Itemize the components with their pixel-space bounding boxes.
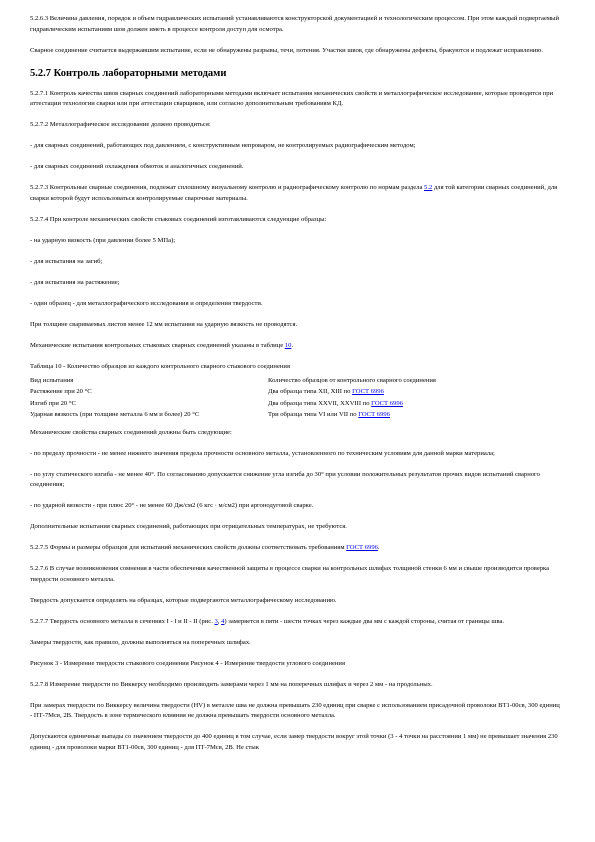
text: .	[291, 341, 294, 349]
table-cell	[268, 387, 558, 398]
list-item-cooling-joints: - для сварных соединений охлаждения обмоток и аналогичных соединений.	[30, 163, 244, 170]
gost-link[interactable]: ГОСТ 6996	[346, 544, 378, 552]
list-item-impact: - на ударную вязкость (при давлении более 5 МПа);	[30, 236, 176, 244]
paragraph-negative-temp: Дополнительные испытания сварных соединений, работающих при отрицательных температурах, не требуются.	[30, 523, 347, 531]
text: .	[377, 544, 380, 552]
list-item-bend-angle: - по углу статического изгиба - не менее 40°. По согласованию допускается снижение угла изгиба до 30° при условии положительных результатов прочих видов испытаний сварного соединения;	[30, 470, 540, 489]
paragraph-vickers: При замерах твердости по Виккерсу величина твердости (HV) в металле шва не должна превышать 230 единиц при сварке с использованием присадочной проволоки ВТ1-00св, 300 единиц - ПТ-7Мсв, 2В. Твердость в зоне термического влияния не должна превышать твердости основного металла.	[30, 701, 560, 720]
list-item-strength: - по пределу прочности - не менее нижнего значения предела прочности основного металла, установленного по техническим условиям для данной марки материала;	[30, 449, 495, 457]
gost-link[interactable]: ГОСТ 6996	[352, 388, 384, 396]
list-item-impact-value: - по ударной вязкости - при плюс 20° - не менее 60 Дж/см2 (6 кгс · м/см2) при аргонодуговой сварке.	[30, 502, 314, 510]
list-item-pressure-joints: - для сварных соединений, работающих под давлением, с конструктивным непроваром, не контролируемых радиографическим методом;	[30, 142, 416, 149]
text: Два образца типа XII, XIII по	[268, 388, 353, 396]
text: 5.2.7.3 Контрольные сварные соединения, подлежат сплошному визуальному контролю и радиографическому контролю по нормам раздела	[30, 184, 425, 191]
table-row	[30, 399, 558, 410]
text: Механические испытания контрольных стыковых сварных соединений указаны в таблице	[30, 341, 285, 349]
table-row	[30, 387, 558, 398]
table-cell: Растяжение при 20 °С	[30, 388, 92, 396]
table-cell	[268, 399, 558, 410]
table-cell	[268, 410, 558, 421]
paragraph-5-2-7-8: 5.2.7.8 Измерение твердости по Виккерсу необходимо производить замерами через 1 мм на поперечных шлифах и через 2 мм - на продольных.	[30, 680, 433, 688]
text: ,	[217, 617, 222, 625]
paragraph-mech-props: Механические свойства сварных соединений должны быть следующие:	[30, 428, 232, 436]
list-item-bend: - для испытания на загиб;	[30, 257, 103, 265]
table-cell: Изгиб при 20 °С	[30, 399, 76, 407]
table-caption: Таблица 10 - Количество образцов из каждого контрольного сварного стыкового соединения	[30, 362, 290, 370]
paragraph-table-ref	[30, 341, 562, 352]
figure-link[interactable]: 4	[221, 617, 225, 625]
table-cell: Ударная вязкость (при толщине металла 6 мм и более) 20 °С	[30, 411, 200, 419]
document-page	[30, 14, 562, 764]
section-link[interactable]: 5.2	[424, 184, 433, 191]
list-item-metallography: - один образец - для металлографического исследования и определения твердости.	[30, 299, 263, 307]
paragraph-cross-sections: Замеры твердости, как правило, должны выполняться на поперечных шлифах.	[30, 638, 251, 646]
table-link[interactable]: 10	[284, 341, 292, 349]
paragraph-5-2-7-7	[30, 617, 562, 628]
samples-table	[30, 376, 558, 422]
section-heading-5-2-7: 5.2.7 Контроль лабораторными методами	[30, 67, 227, 79]
gost-link[interactable]: ГОСТ 6996	[371, 399, 403, 407]
paragraph-hardness-samples: Твердость допускается определять на образцах, которые подвергаются металлографическому исследованию.	[30, 596, 337, 604]
table-header-row	[30, 376, 558, 387]
paragraph-5-2-7-1: 5.2.7.1 Контроль качества швов сварных соединений лабораторными методами включает испытания механических свойств и металлографическое исследование, которые проводятся при аттестации технологии сварки или при аттестации сварщиков, или согласно дополнительным требованиям КД.	[30, 89, 554, 107]
paragraph-5-2-7-5	[30, 543, 562, 554]
paragraph-5-2-7-6: 5.2.7.6 В случае возникновения сомнения в части обеспечения качественной защиты в процессе сварки на контрольных шлифах толщиной стенки 6 мм и свыше производится проверка твердости основного металла.	[30, 565, 550, 583]
paragraph-acceptance: Сварное соединение считается выдержавшим испытание, если не обнаружены разрывы, течи, потения. Участки швов, где обнаружены дефекты, бракуются и подлежат исправлению.	[30, 46, 544, 54]
list-item-tensile: - для испытания на растяжение;	[30, 278, 120, 286]
paragraph-5-2-7-3	[30, 183, 562, 204]
paragraph-5-2-7-2: 5.2.7.2 Металлографическое исследование должно проводиться:	[30, 121, 211, 128]
paragraph-thickness-note: При толщине свариваемых листов менее 12 мм испытания на ударную вязкость не проводятся.	[30, 320, 298, 328]
text: Три образца типа VI или VII по	[268, 411, 359, 419]
text: для той категории сварных соединений, для сварки которой будут использоваться контролируемые сварочные материалы.	[30, 184, 558, 202]
paragraph-outliers: Допускаются единичные выпады со значением твердости до 400 единиц в том случае, если замер твердости вокруг этой точки (3 - 4 точки на расстоянии 1 мм) не превышает значения 230 единиц - для проволоки марки ВТ1-00св, 300 единиц - для ПТ-7Мсв, 2В. Не стык	[30, 733, 558, 751]
text: 5.2.7.7 Твердость основного металла в сечениях I - I и II - II (рис.	[30, 617, 215, 625]
text: Два образца типа XXVII, XXVIII по	[268, 399, 372, 407]
paragraph-5-2-6-3: 5.2.6.3 Величина давления, порядок и объем гидравлических испытаний устанавливаются конструкторской документацией и технологическим процессом. При этом каждый подвергаемый гидравлическим испытаниям шов должен иметь в процессе контроля доступ для осмотра.	[30, 15, 560, 33]
paragraph-5-2-7-4: 5.2.7.4 При контроле механических свойств стыковых соединений изготавливаются следующие образцы:	[30, 215, 327, 223]
gost-link[interactable]: ГОСТ 6996	[358, 411, 390, 419]
figure-link[interactable]: 3	[214, 617, 218, 625]
text: ) замеряется в пяти - шести точках через каждые два мм с каждой стороны, считая от границы шва.	[224, 617, 505, 625]
table-header-cell: Вид испытания	[30, 377, 74, 384]
table-row	[30, 410, 558, 421]
figure-captions: Рисунок 3 - Измерение твердости стыкового соединения Рисунок 4 - Измерение твердости углового соединения	[30, 659, 345, 667]
table-header-cell: Количество образцов от контрольного сварного соединения	[268, 377, 436, 384]
text: 5.2.7.5 Формы и размеры образцов для испытаний механических свойств должны соответствовать требованиям	[30, 544, 347, 552]
